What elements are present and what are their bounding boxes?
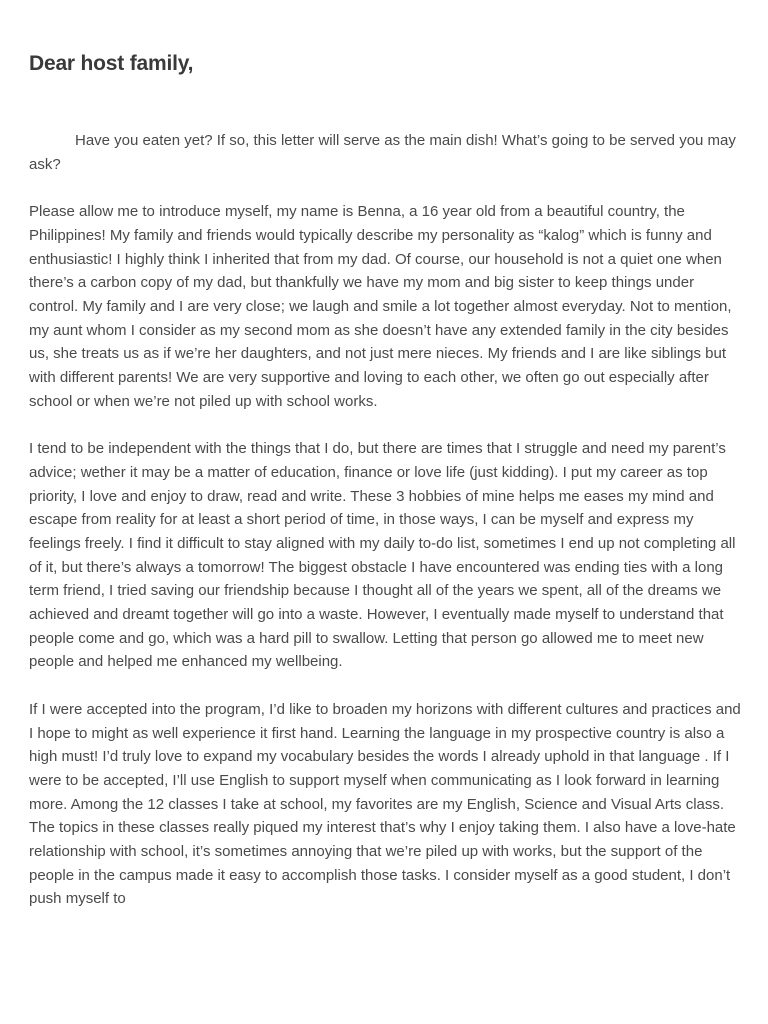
- letter-body: [29, 129, 741, 935]
- paragraph-personality: I tend to be independent with the things that I do, but there are times that I struggle and need my parent’s advice; wether it may be a matter of education, finance or love life (just kidding). I put my career as top priority, I love and enjoy to draw, read and write. These 3 hobbies of mine helps me eases my mind and escape from reality for at least a short period of time, in those ways, I can be myself and express my feelings freely. I find it difficult to stay aligned with my daily to-do list, sometimes I end up not completing all of it, but there’s always a tomorrow! The biggest obstacle I have encountered was ending ties with a long term friend, I tried saving our friendship because I thought all of the years we spent, all of the dreams we achieved and dreamt together will go into a waste. However, I eventually made myself to understand that people come and go, which was a hard pill to swallow. Letting that person go allowed me to meet new people and helped me enhanced my wellbeing.: [29, 440, 736, 671]
- paragraph-about-me: Please allow me to introduce myself, my name is Benna, a 16 year old from a beautiful country, the Philippines! My family and friends would typically describe my personality as “kalog” which is funny and enthusiastic! I highly think I inherited that from my dad. Of course, our household is not a quiet one when there’s a carbon copy of my dad, but thankfully we have my mom and big sister to keep things under control. My family and I are very close; we laugh and smile a lot together almost everyday. Not to mention, my aunt whom I consider as my second mom as she doesn’t have any extended family in the city besides us, she treats us as if we’re her daughters, and not just mere nieces. My friends and I are like siblings but with different parents! We are very supportive and loving to each other, we often go out especially after school or when we’re not piled up with school works.: [29, 203, 732, 410]
- letter-salutation: Dear host family,: [29, 52, 194, 75]
- paragraph-program-goals: If I were accepted into the program, I’d like to broaden my horizons with different cultures and practices and I hope to might as well experience it first hand. Learning the language in my prospective country is also a high must! I’d truly love to expand my vocabulary besides the words I already uphold in that language . If I were to be accepted, I’ll use English to support myself when communicating as I look forward in learning more. Among the 12 classes I take at school, my favorites are my English, Science and Visual Arts class. The topics in these classes really piqued my interest that’s why I enjoy taking them. I also have a love-hate relationship with school, it’s sometimes annoying that we’re piled up with works, but the support of the people in the campus made it easy to accomplish those tasks. I consider myself as a good student, I don’t push myself to: [29, 700, 741, 908]
- paragraph-intro: Have you eaten yet? If so, this letter will serve as the main dish! What’s going to be served you may ask?: [29, 132, 736, 173]
